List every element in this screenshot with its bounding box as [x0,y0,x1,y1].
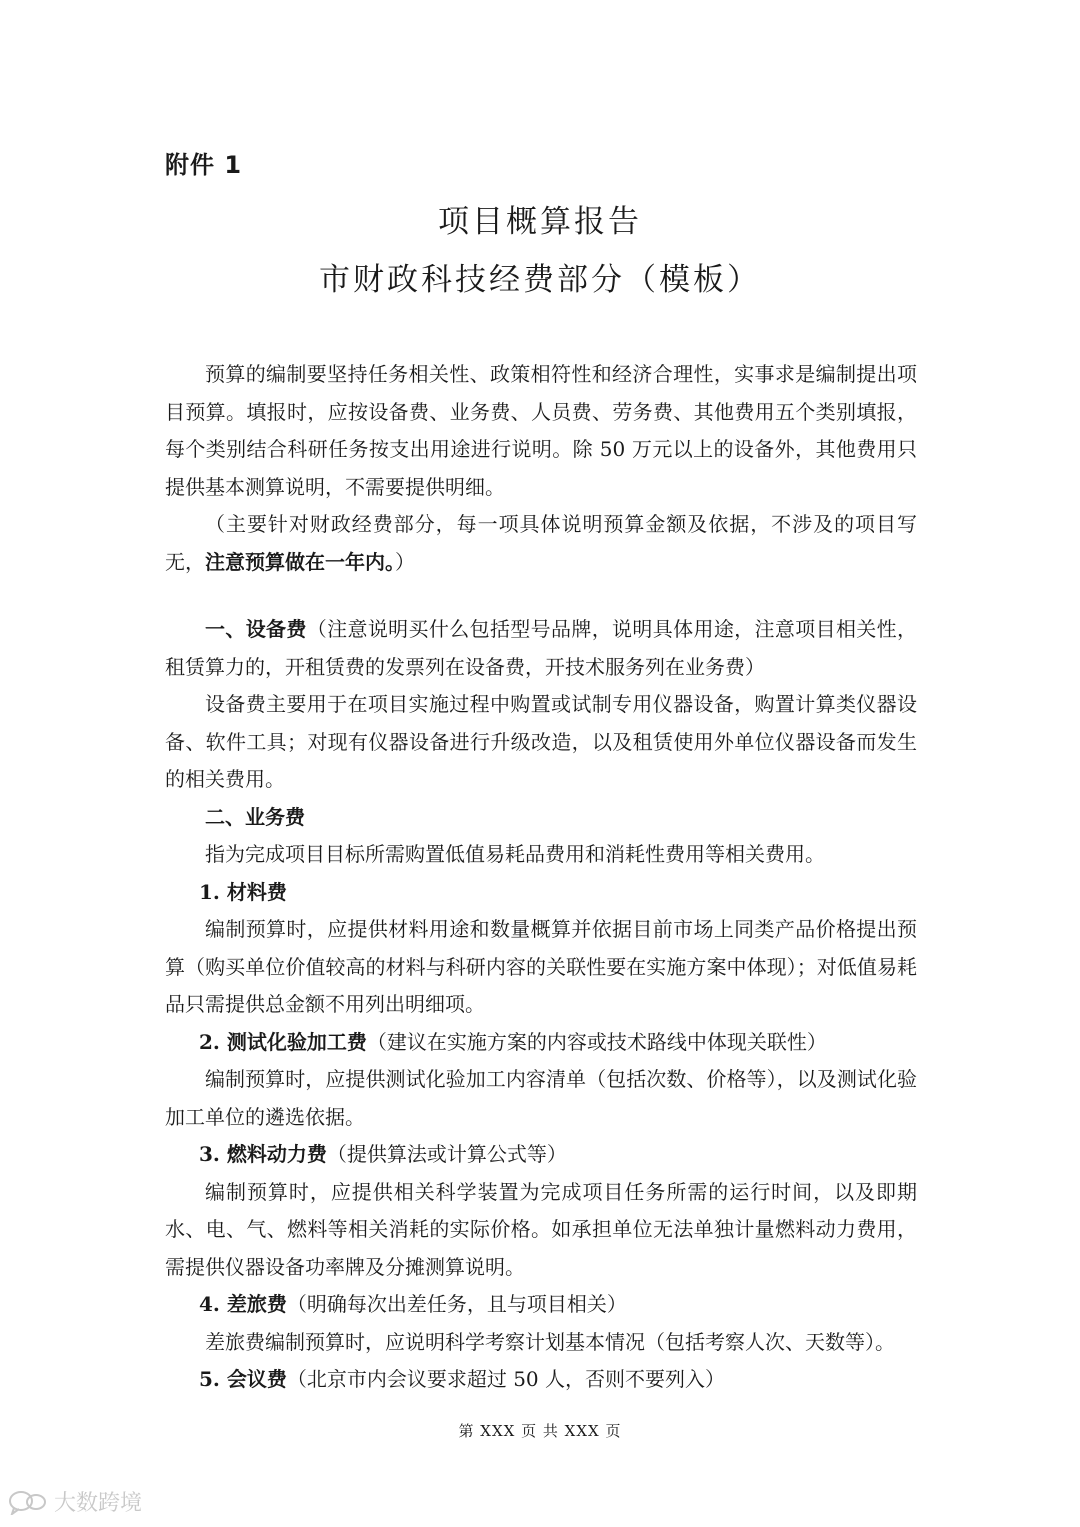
item-testing-body: 编制预算时，应提供测试化验加工内容清单（包括次数、价格等），以及测试化验加工单位的遴选依据。 [165,1067,917,1129]
document-body [165,356,917,1399]
item-travel-body: 差旅费编制预算时，应说明科学考察计划基本情况（包括考察人次、天数等）。 [205,1329,895,1354]
item-meeting-heading: 5. 会议费 [199,1367,287,1391]
item-meeting [165,1361,917,1399]
item-fuel-note: （提供算法或计算公式等） [326,1142,567,1166]
intro-note-emphasis: 注意预算做在一年内。 [205,549,395,574]
section-equipment [165,611,917,686]
attachment-label: 附件 1 [165,151,243,179]
item-fuel [165,1136,917,1174]
section-equipment-heading: 一、设备费 [205,617,307,641]
item-materials-body: 编制预算时，应提供材料用途和数量概算并依据目前市场上同类产品价格提出预算（购买单位价值较高的材料与科研内容的关联性要在实施方案中体现）；对低值易耗品只需提供总金额不用列出明细项。 [165,917,917,1016]
section-spacer [165,581,917,611]
intro-note [165,506,917,581]
item-travel [165,1286,917,1324]
intro-note-text: （主要针对财政经费部分，每一项具体说明预算金额及依据，不涉及的项目写无， [165,512,917,574]
document-title: 项目概算报告 [438,204,642,240]
item-travel-note: （明确每次出差任务，且与项目相关） [286,1292,627,1316]
item-testing [165,1024,917,1062]
item-materials [165,874,917,912]
item-materials-heading: 1. 材料费 [199,879,287,904]
section-business-heading [165,799,917,837]
section-equipment-note: （注意说明买什么包括型号品牌，说明具体用途，注意项目相关性，租赁算力的，开租赁费的发票列在设备费，开技术服务列在业务费） [165,617,918,679]
item-meeting-note: （北京市内会议要求超过 50 人，否则不要列入） [286,1367,726,1391]
section-equipment-body: 设备费主要用于在项目实施过程中购置或试制专用仪器设备，购置计算类仪器设备、软件工具；对现有仪器设备进行升级改造，以及租赁使用外单位仪器设备而发生的相关费用。 [165,692,917,791]
watermark-text: 大数跨境 [54,1491,143,1516]
intro-note-close: ） [395,549,415,574]
chat-bubble-icon [8,1489,48,1515]
item-fuel-body: 编制预算时，应提供相关科学装置为完成项目任务所需的运行时间，以及即期水、电、气、燃料等相关消耗的实际价格。如承担单位无法单独计量燃料动力费用，需提供仪器设备功率牌及分摊测算说明。 [165,1179,917,1279]
item-travel-heading: 4. 差旅费 [199,1292,287,1316]
page-footer: 第 XXX 页 共 XXX 页 [458,1422,622,1440]
section-business-body: 指为完成项目目标所需购置低值易耗品费用和消耗性费用等相关费用。 [205,842,825,866]
item-testing-heading: 2. 测试化验加工费 [199,1029,367,1054]
item-fuel-heading: 3. 燃料动力费 [199,1142,327,1166]
watermark [8,1486,142,1517]
item-testing-note: （建议在实施方案的内容或技术路线中体现关联性） [366,1029,827,1054]
section-business-title: 二、业务费 [205,804,305,829]
intro-paragraph: 预算的编制要坚持任务相关性、政策相符性和经济合理性，实事求是编制提出项目预算。填报时，应按设备费、业务费、人员费、劳务费、其他费用五个类别填报，每个类别结合科研任务按支出用途进行说明。除 50 万元以上的设备外，其他费用只提供基本测算说明，不需要提供明细。 [165,362,917,499]
document-subtitle: 市财政科技经费部分（模板） [319,262,761,298]
